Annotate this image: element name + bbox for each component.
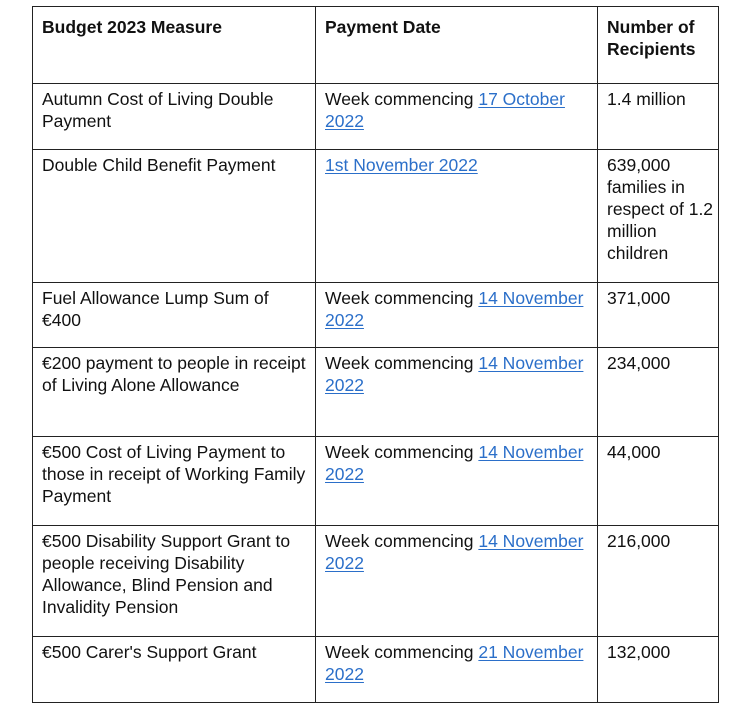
recipients-cell: 216,000 [598,526,719,637]
table-row [33,437,719,526]
measure-cell: €200 payment to people in receipt of Living Alone Allowance [33,348,316,437]
recipients-cell: 234,000 [598,348,719,437]
payment-date-link[interactable]: 17 October 2022 [325,89,565,131]
payment-date-cell [316,84,598,150]
payment-date-link[interactable]: 21 November 2022 [325,642,584,684]
payment-date-cell [316,526,598,637]
measure-cell: €500 Cost of Living Payment to those in receipt of Working Family Payment [33,437,316,526]
recipients-cell: 1.4 million [598,84,719,150]
payment-date-link[interactable]: 14 November 2022 [325,353,584,395]
payment-date-link[interactable]: 14 November 2022 [325,531,584,573]
table-row [33,637,719,703]
date-prefix: Week commencing [325,442,479,462]
payment-date-cell [316,637,598,703]
header-measure: Budget 2023 Measure [33,7,316,84]
table-row [33,526,719,637]
payment-date-link[interactable]: 14 November 2022 [325,442,584,484]
date-prefix: Week commencing [325,89,479,109]
date-prefix: Week commencing [325,353,479,373]
payment-date-cell [316,150,598,283]
date-prefix: Week commencing [325,642,479,662]
payment-date-cell [316,437,598,526]
payment-date-link[interactable]: 14 November 2022 [325,288,584,330]
table-row [33,150,719,283]
measure-cell: Double Child Benefit Payment [33,150,316,283]
recipients-cell: 44,000 [598,437,719,526]
table-row [33,348,719,437]
header-payment-date: Payment Date [316,7,598,84]
date-prefix: Week commencing [325,531,479,551]
measure-cell: Autumn Cost of Living Double Payment [33,84,316,150]
payment-date-link[interactable]: 1st November 2022 [325,155,478,175]
measure-cell: €500 Carer's Support Grant [33,637,316,703]
measure-cell: €500 Disability Support Grant to people receiving Disability Allowance, Blind Pension and Invalidity Pension [33,526,316,637]
recipients-cell: 639,000 families in respect of 1.2 million children [598,150,719,283]
date-prefix: Week commencing [325,288,479,308]
recipients-cell: 132,000 [598,637,719,703]
table-row [33,84,719,150]
header-recipients: Number of Recipients [598,7,719,84]
table-row [33,283,719,348]
payment-date-cell [316,283,598,348]
measure-cell: Fuel Allowance Lump Sum of €400 [33,283,316,348]
payment-date-cell [316,348,598,437]
table-header-row [33,7,719,84]
budget-measures-table [32,6,719,703]
recipients-cell: 371,000 [598,283,719,348]
